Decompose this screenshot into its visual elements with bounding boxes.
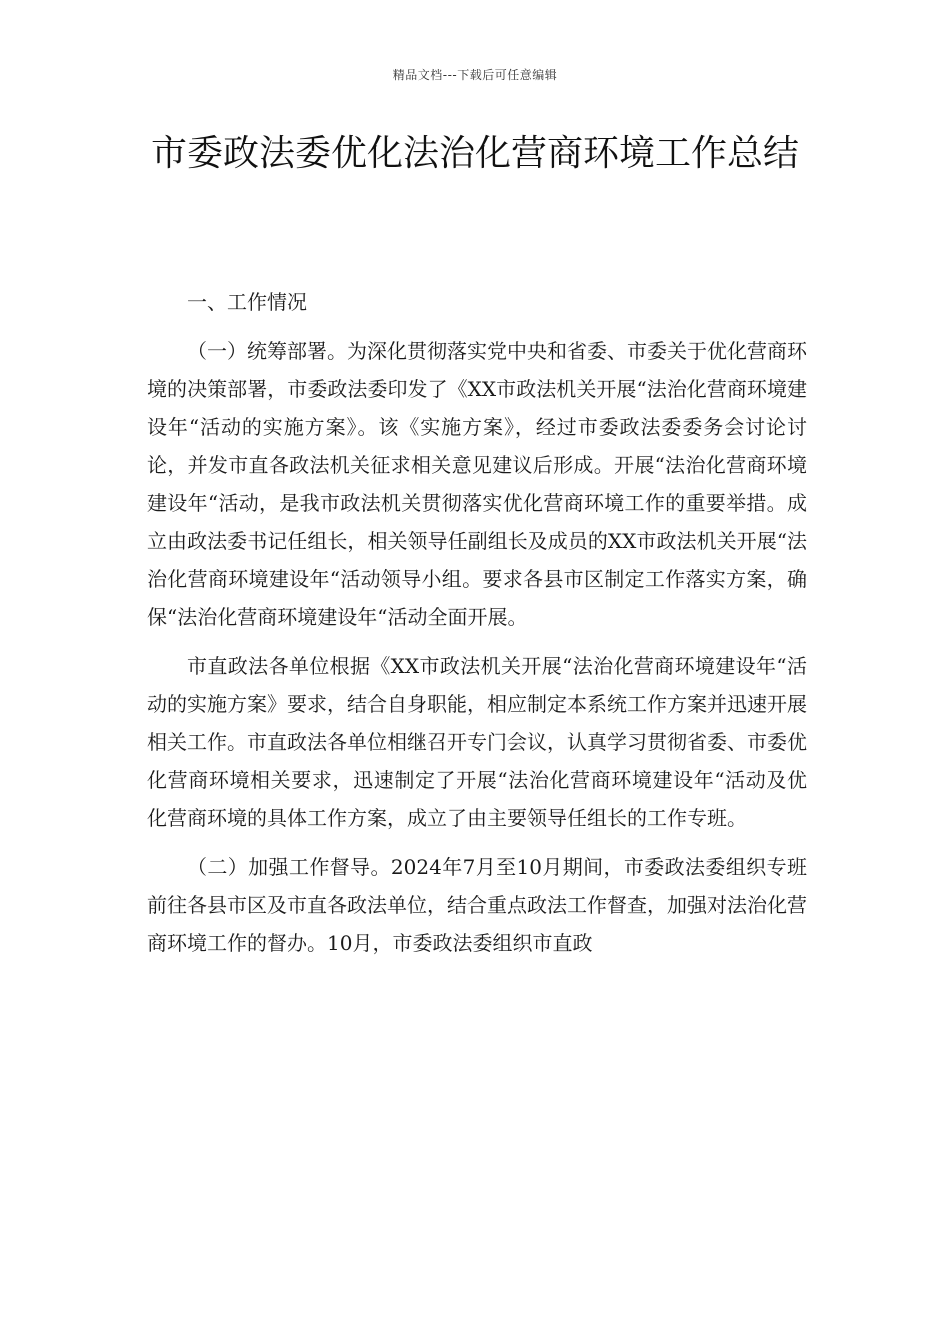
section-heading: 一、工作情况 <box>187 290 307 314</box>
header-note: 精品文档---下载后可任意编辑 <box>392 68 558 82</box>
body-paragraph: 市直政法各单位根据《XX市政法机关开展“法治化营商环境建设年“活动的实施方案》要求，结合自身职能，相应制定本系统工作方案并迅速开展相关工作。市直政法各单位相继召开专门会议，认真学习贯彻省委、市委优化营商环境相关要求，迅速制定了开展“法治化营商环境建设年“活动及优化营商环境的具体工作方案，成立了由主要领导任组长的工作专班。 <box>147 654 807 830</box>
body-paragraph: （二）加强工作督导。2024年7月至10月期间，市委政法委组织专班前往各县市区及市直各政法单位，结合重点政法工作督查，加强对法治化营商环境工作的督办。10月，市委政法委组织市直政 <box>147 855 807 955</box>
document-title: 市委政法委优化法治化营商环境工作总结 <box>150 133 799 174</box>
document-body <box>147 283 807 973</box>
body-paragraph: （一）统筹部署。为深化贯彻落实党中央和省委、市委关于优化营商环境的决策部署，市委政法委印发了《XX市政法机关开展“法治化营商环境建设年“活动的实施方案》。该《实施方案》，经过市委政法委委务会讨论讨论，并发市直各政法机关征求相关意见建议后形成。开展“法治化营商环境建设年“活动，是我市政法机关贯彻落实优化营商环境工作的重要举措。成立由政法委书记任组长，相关领导任副组长及成员的XX市政法机关开展“法治化营商环境建设年“活动领导小组。要求各县市区制定工作落实方案，确保“法治化营商环境建设年“活动全面开展。 <box>147 339 807 629</box>
